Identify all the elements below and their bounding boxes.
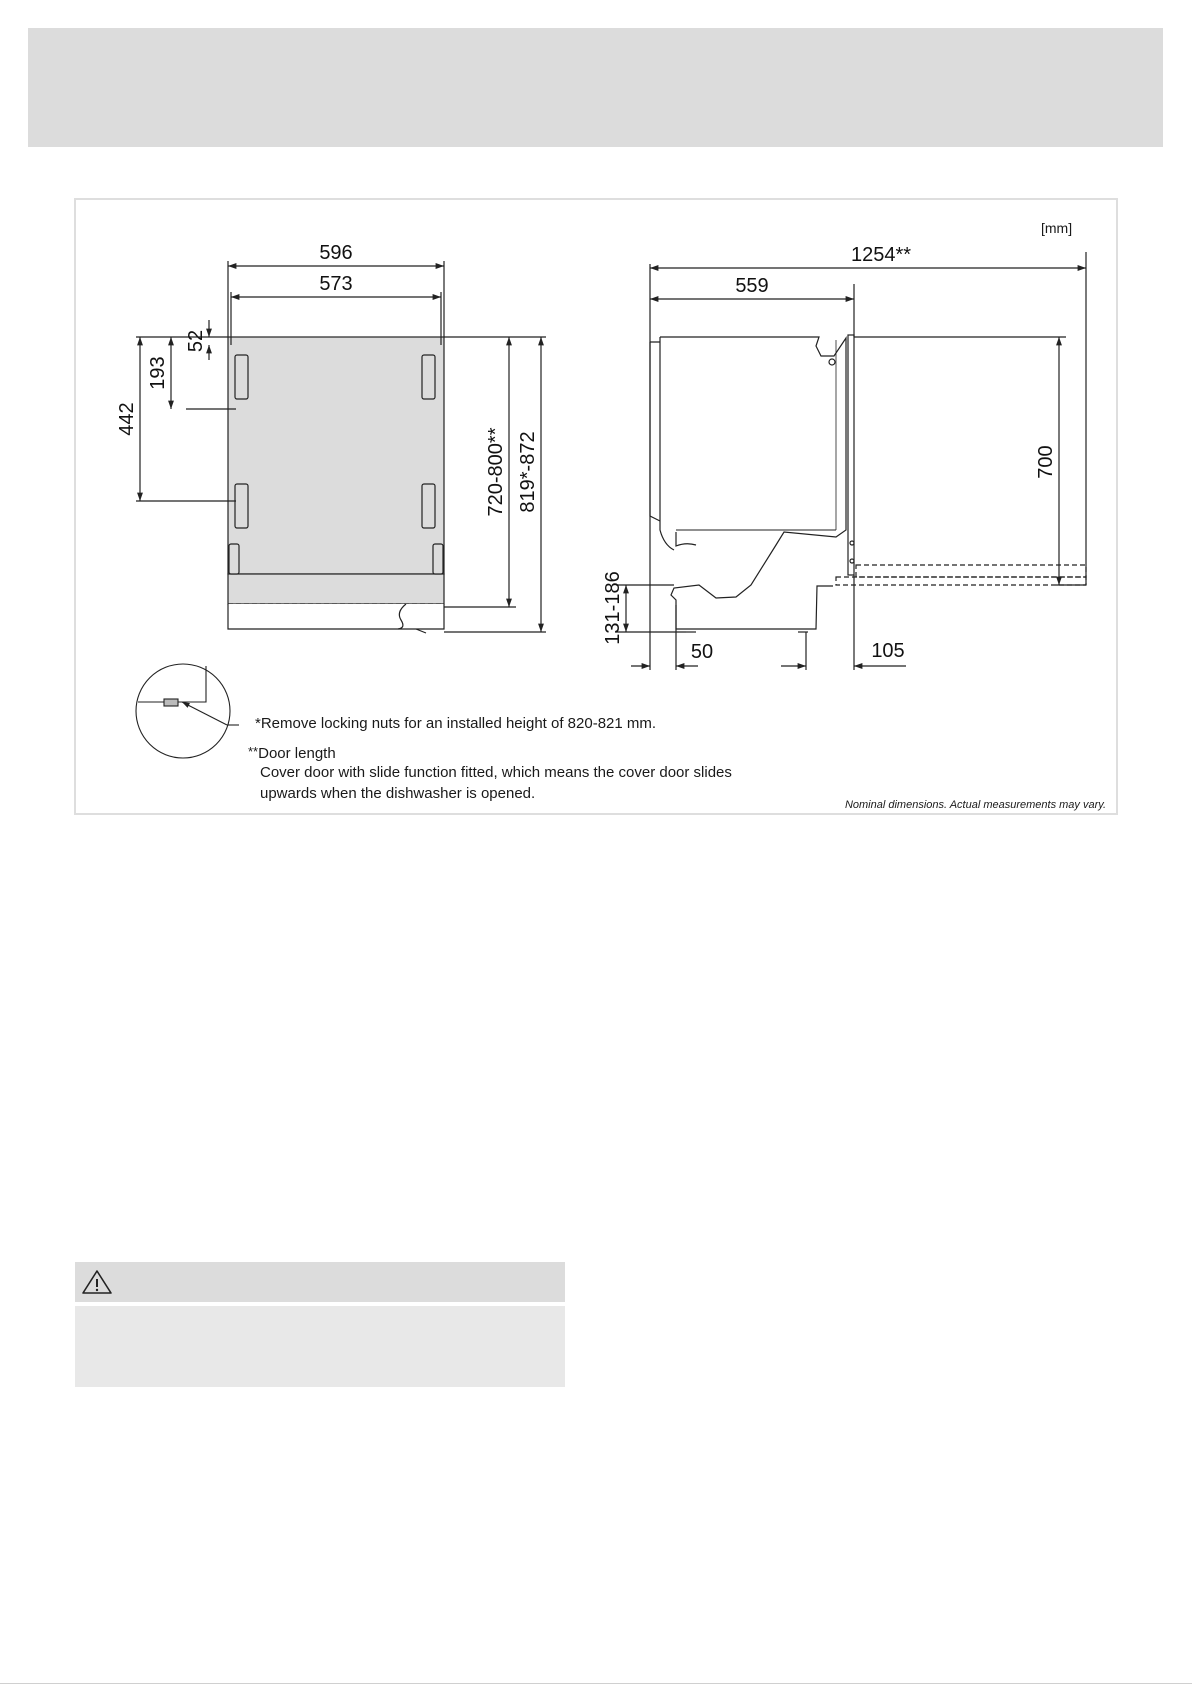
warning-body bbox=[75, 1306, 565, 1387]
dim-door-height: 720-800** bbox=[485, 427, 507, 517]
dim-hinge-second: 442 bbox=[116, 402, 138, 436]
dim-width-outer: 596 bbox=[319, 242, 353, 264]
dim-offset-top: 52 bbox=[185, 329, 207, 353]
side-view bbox=[616, 252, 1086, 670]
note-locking-nuts: *Remove locking nuts for an installed height of 820-821 mm. bbox=[255, 715, 657, 732]
locking-nut-detail bbox=[136, 664, 239, 758]
dim-depth: 559 bbox=[735, 275, 769, 297]
dim-door-projection: 105 bbox=[871, 640, 905, 662]
warning-header bbox=[75, 1262, 565, 1302]
note-door-length-heading bbox=[248, 741, 336, 764]
dim-plinth-height: 131-186 bbox=[602, 571, 624, 645]
front-plinth bbox=[228, 574, 444, 604]
dim-width-inner: 573 bbox=[319, 273, 353, 295]
dim-foot-setback: 50 bbox=[690, 641, 714, 663]
front-door-panel bbox=[228, 337, 444, 574]
dim-total-height: 819*-872 bbox=[517, 431, 539, 513]
warning-box bbox=[75, 1262, 565, 1387]
dim-hinge-first: 193 bbox=[147, 356, 169, 390]
dim-side-height: 700 bbox=[1035, 445, 1057, 479]
dimensions-disclaimer: Nominal dimensions. Actual measurements may vary. bbox=[844, 799, 1106, 811]
unit-label: [mm] bbox=[1041, 220, 1073, 236]
header-band bbox=[28, 28, 1163, 147]
note-door-length-text: Cover door with slide function fitted, which means the cover door slides upwards when the dishwasher is opened. bbox=[260, 764, 732, 802]
dimension-drawing bbox=[74, 198, 1118, 815]
note-door-length-title: Door length bbox=[258, 745, 336, 762]
dim-open-length: 1254** bbox=[850, 244, 912, 266]
warning-triangle-icon bbox=[80, 1268, 114, 1296]
footer-rule bbox=[0, 1683, 1192, 1684]
note-door-length-mark: ** bbox=[248, 744, 259, 759]
